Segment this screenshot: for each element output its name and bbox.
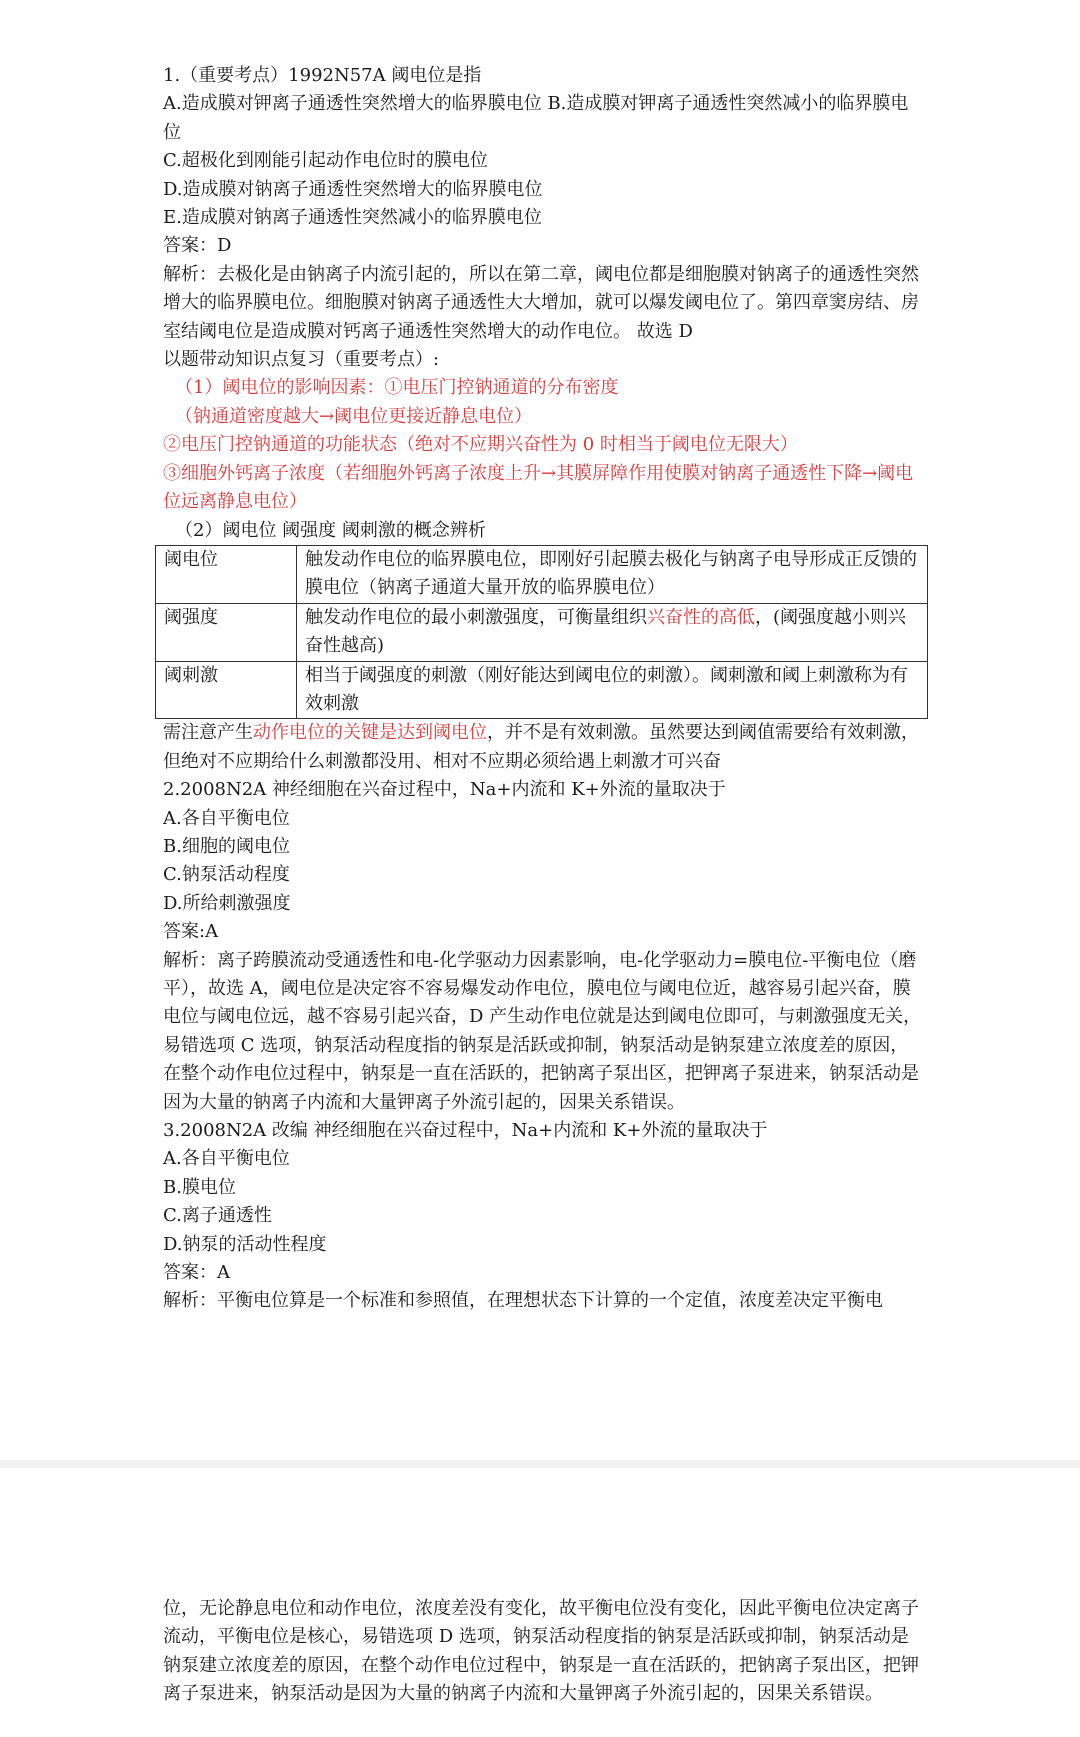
note-text: 需注意产生 — [163, 722, 253, 744]
q3-option-b: B.膜电位 — [163, 1176, 236, 1198]
q2-answer: 答案:A — [163, 921, 219, 943]
q1-option-a: A.造成膜对钾离子通透性突然增大的临界膜电位 B.造成膜对钾离子通透性突然减小的临界膜电位 — [163, 93, 909, 143]
review-heading: 以题带动知识点复习（重要考点）: — [163, 349, 440, 371]
q1-option-e: E.造成膜对钠离子通透性突然减小的临界膜电位 — [163, 207, 542, 229]
def-threshold-stimulus: 相当于阈强度的刺激（刚好能达到阈电位的刺激）。阈刺激和阈上刺激称为有效刺激 — [297, 661, 928, 719]
term-threshold-stimulus: 阈刺激 — [156, 661, 297, 719]
q3-analysis-start: 解析：平衡电位算是一个标准和参照值，在理想状态下计算的一个定值，浓度差决定平衡电 — [163, 1290, 883, 1312]
q2-stem: 2.2008N2A 神经细胞在兴奋过程中，Na+内流和 K+外流的量取决于 — [163, 779, 726, 801]
note-text: ，并不是有效刺激。虽然要达到阈值需要给有效刺激，但绝对不应期给什么刺激都没用、相对不应期必须给遇上刺激才可兴奋 — [163, 722, 919, 772]
q3-option-d: D.钠泵的活动性程度 — [163, 1233, 327, 1255]
q1-option-d: D.造成膜对钠离子通透性突然增大的临界膜电位 — [163, 178, 543, 200]
def-text: 触发动作电位的最小刺激强度，可衡量组织 — [305, 606, 647, 628]
page-two-content — [163, 1595, 923, 1709]
table-row — [156, 545, 928, 603]
page-two — [0, 1468, 1080, 1737]
q1-answer: 答案：D — [163, 235, 232, 257]
q2-option-c: C.钠泵活动程度 — [163, 864, 290, 886]
factor-2: ②电压门控钠通道的功能状态（绝对不应期兴奋性为 0 时相当于阈电位无限大） — [163, 434, 798, 456]
def-threshold-intensity — [297, 603, 928, 661]
q1-stem: 1.（重要考点）1992N57A 阈电位是指 — [163, 65, 482, 86]
table-row — [156, 661, 928, 719]
factor-3: ③细胞外钙离子浓度（若细胞外钙离子浓度上升→其膜屏障作用使膜对钠离子通透性下降→阈电位远离静息电位） — [163, 462, 914, 513]
q3-option-a: A.各自平衡电位 — [163, 1148, 290, 1170]
q2-option-a: A.各自平衡电位 — [163, 807, 290, 829]
q2-option-d: D.所给刺激强度 — [163, 892, 291, 914]
factors-line — [163, 374, 923, 402]
term-threshold-intensity: 阈强度 — [156, 603, 297, 661]
term-threshold-potential: 阈电位 — [156, 545, 297, 603]
q3-answer: 答案：A — [163, 1262, 230, 1284]
note-highlight: 动作电位的关键是达到阈电位 — [253, 722, 487, 744]
note-paragraph — [163, 719, 923, 776]
concepts-heading: （2）阈电位 阈强度 阈刺激的概念辨析 — [175, 519, 486, 541]
factors-prefix: （1）阈电位的影响因素： — [175, 377, 385, 399]
q2-analysis: 解析：离子跨膜流动受通透性和电-化学驱动力因素影响，电-化学驱动力=膜电位-平衡电位（磨平），故选 A，阈电位是决定容不容易爆发动作电位，膜电位与阈电位近，越容易引起兴奋，膜电位与阈电位远，越不容易引起兴奋，D 产生动作电位就是达到阈电位即可，与刺激强度无关，易错选项 C 选项，钠泵活动程度指的钠泵是活跃或抑制，钠泵活动是钠泵建立浓度差的原因，在整个动作电位过程中，钠泵是一直在活跃的，把钠离子泵出区，把钾离子泵进来，钠泵活动是因为大量的钠离子内流和大量钾离子外流引起的，因果关系错误。 — [163, 949, 922, 1113]
q2-option-b: B.细胞的阈电位 — [163, 835, 290, 857]
q3-analysis-continued: 位，无论静息电位和动作电位，浓度差没有变化，故平衡电位没有变化，因此平衡电位决定离子流动，平衡电位是核心，易错选项 D 选项，钠泵活动程度指的钠泵是活跃或抑制，钠泵活动是钠泵建立浓度差的原因，在整个动作电位过程中，钠泵是一直在活跃的，把钠离子泵出区，把钾离子泵进来，钠泵活动是因为大量的钠离子内流和大量钾离子外流引起的，因果关系错误。 — [163, 1598, 919, 1705]
table-row — [156, 603, 928, 661]
def-highlight: 兴奋性的高低 — [647, 606, 755, 628]
q1-option-c: C.超极化到刚能引起动作电位时的膜电位 — [163, 150, 488, 172]
concept-table — [155, 545, 928, 719]
q3-stem: 3.2008N2A 改编 神经细胞在兴奋过程中，Na+内流和 K+外流的量取决于 — [163, 1120, 768, 1142]
page-one-content — [163, 62, 923, 1316]
factor-1: ①电压门控钠通道的分布密度 — [384, 377, 619, 399]
def-threshold-potential: 触发动作电位的临界膜电位，即刚好引起膜去极化与钠离子电导形成正反馈的膜电位（钠离子通道大量开放的临界膜电位） — [297, 545, 928, 603]
q1-analysis: 解析：去极化是由钠离子内流引起的，所以在第二章，阈电位都是细胞膜对钠离子的通透性突然增大的临界膜电位。细胞膜对钠离子通透性大大增加，就可以爆发阈电位了。第四章窦房结、房室结阈电位是造成膜对钙离子通透性突然增大的动作电位。 故选 D — [163, 263, 919, 342]
def-text: ，(阈强度越小则兴奋性越高) — [305, 606, 907, 657]
factor-1-note: （钠通道密度越大→阈电位更接近静息电位） — [175, 405, 533, 427]
q3-option-c: C.离子通透性 — [163, 1205, 272, 1227]
